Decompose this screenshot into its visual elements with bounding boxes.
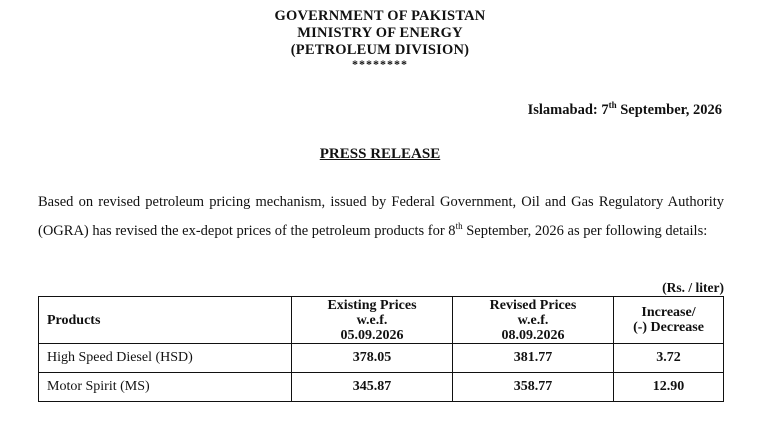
header-existing-line1: Existing Prices bbox=[327, 297, 417, 313]
row-product: High Speed Diesel (HSD) bbox=[39, 344, 292, 373]
body-paragraph bbox=[38, 190, 724, 243]
table-row bbox=[39, 344, 724, 373]
row-product: Motor Spirit (MS) bbox=[39, 373, 292, 402]
table-row bbox=[39, 373, 724, 402]
row-change: 3.72 bbox=[614, 344, 724, 373]
header-change-line1: Increase/ bbox=[641, 305, 696, 320]
price-table bbox=[38, 296, 724, 402]
row-existing-price: 345.87 bbox=[292, 373, 453, 402]
letterhead-stars: ******** bbox=[352, 57, 408, 71]
dateline-prefix: Islamabad: 7 bbox=[527, 101, 609, 118]
header-change-line2: (-) Decrease bbox=[633, 320, 704, 335]
row-revised-price: 358.77 bbox=[453, 373, 614, 402]
header-revised-line3: 08.09.2026 bbox=[501, 327, 565, 343]
body-text-before: Based on revised petroleum pricing mechanism, issued by Federal Government, Oil and Gas Regulatory Authority (OGRA) has revised the ex-depot prices of the petroleum products for 8 bbox=[38, 194, 724, 239]
table-header-row bbox=[39, 297, 724, 344]
header-products: Products bbox=[39, 297, 292, 344]
dateline-rest: September, 2026 bbox=[616, 101, 722, 118]
letterhead-division: (PETROLEUM DIVISION) bbox=[290, 42, 470, 58]
row-change: 12.90 bbox=[614, 373, 724, 402]
row-revised-price: 381.77 bbox=[453, 344, 614, 373]
header-revised-line2: w.e.f. bbox=[517, 312, 549, 328]
unit-label: (Rs. / liter) bbox=[662, 280, 724, 295]
dateline-sup: th bbox=[608, 100, 617, 110]
letterhead bbox=[0, 8, 760, 69]
letterhead-ministry: MINISTRY OF ENERGY bbox=[297, 25, 463, 41]
header-revised bbox=[453, 297, 614, 344]
body-sup: th bbox=[455, 221, 463, 231]
header-revised-line1: Revised Prices bbox=[489, 297, 577, 313]
dateline bbox=[528, 100, 722, 119]
header-existing bbox=[292, 297, 453, 344]
header-change bbox=[614, 297, 724, 344]
body-text-after: September, 2026 as per following details: bbox=[462, 222, 708, 239]
letterhead-government: GOVERNMENT OF PAKISTAN bbox=[274, 8, 486, 24]
row-existing-price: 378.05 bbox=[292, 344, 453, 373]
header-existing-line3: 05.09.2026 bbox=[340, 327, 404, 343]
page-title: PRESS RELEASE bbox=[319, 146, 441, 162]
header-existing-line2: w.e.f. bbox=[356, 312, 388, 328]
